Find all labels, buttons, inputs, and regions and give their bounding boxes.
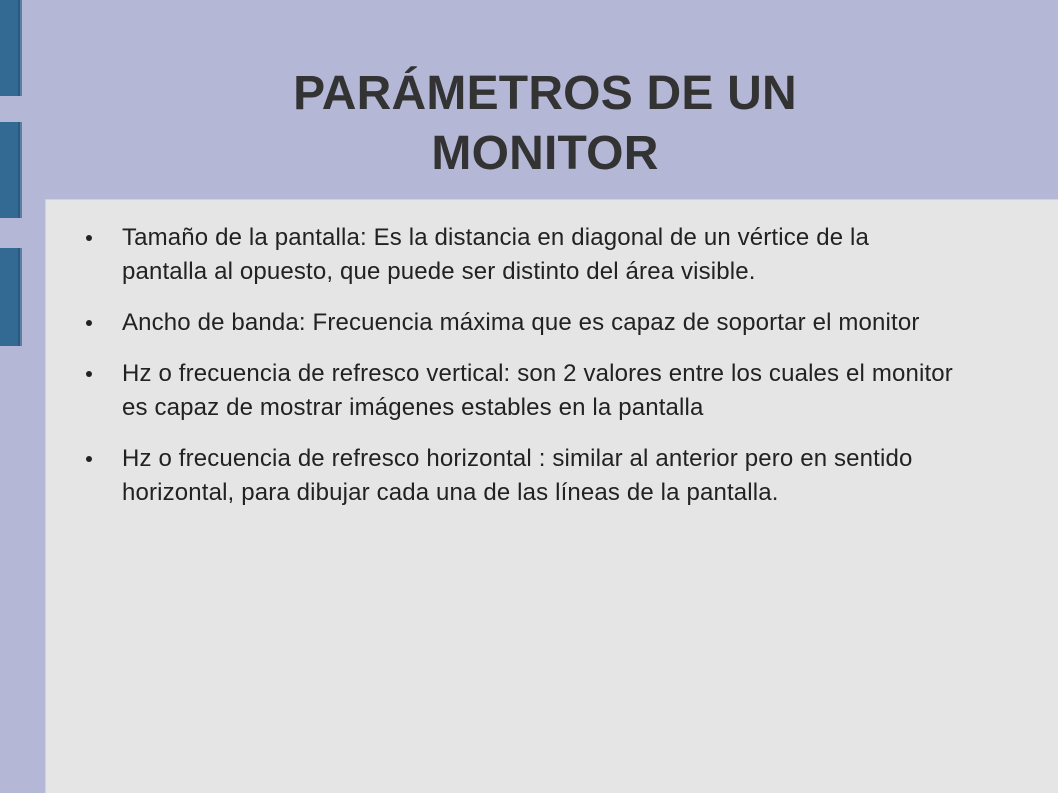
bullet-item — [76, 221, 956, 289]
bullet-item — [76, 442, 956, 510]
decor-bar-1 — [0, 0, 22, 96]
bullet-text: Hz o frecuencia de refresco vertical: son 2 valores entre los cuales el monitor es capaz de mostrar imágenes estables en la pantalla — [122, 360, 953, 421]
bullet-dot-icon — [86, 456, 92, 462]
left-decoration — [0, 0, 24, 793]
bullet-text: Hz o frecuencia de refresco horizontal : similar al anterior pero en sentido horizontal, para dibujar cada una de las líneas de la pantalla. — [122, 445, 913, 506]
bullet-dot-icon — [86, 371, 92, 377]
slide-title: PARÁMETROS DE UN MONITOR — [293, 67, 797, 180]
bullet-dot-icon — [86, 235, 92, 241]
bullet-list — [76, 221, 956, 527]
bullet-text: Tamaño de la pantalla: Es la distancia en diagonal de un vértice de la pantalla al opuesto, que puede ser distinto del área visible. — [122, 224, 869, 285]
decor-bar-2 — [0, 122, 22, 218]
decor-bar-3 — [0, 248, 22, 346]
bullet-item — [76, 357, 956, 425]
bullet-text: Ancho de banda: Frecuencia máxima que es capaz de soportar el monitor — [122, 309, 920, 336]
bullet-item — [76, 306, 956, 340]
bullet-dot-icon — [86, 320, 92, 326]
